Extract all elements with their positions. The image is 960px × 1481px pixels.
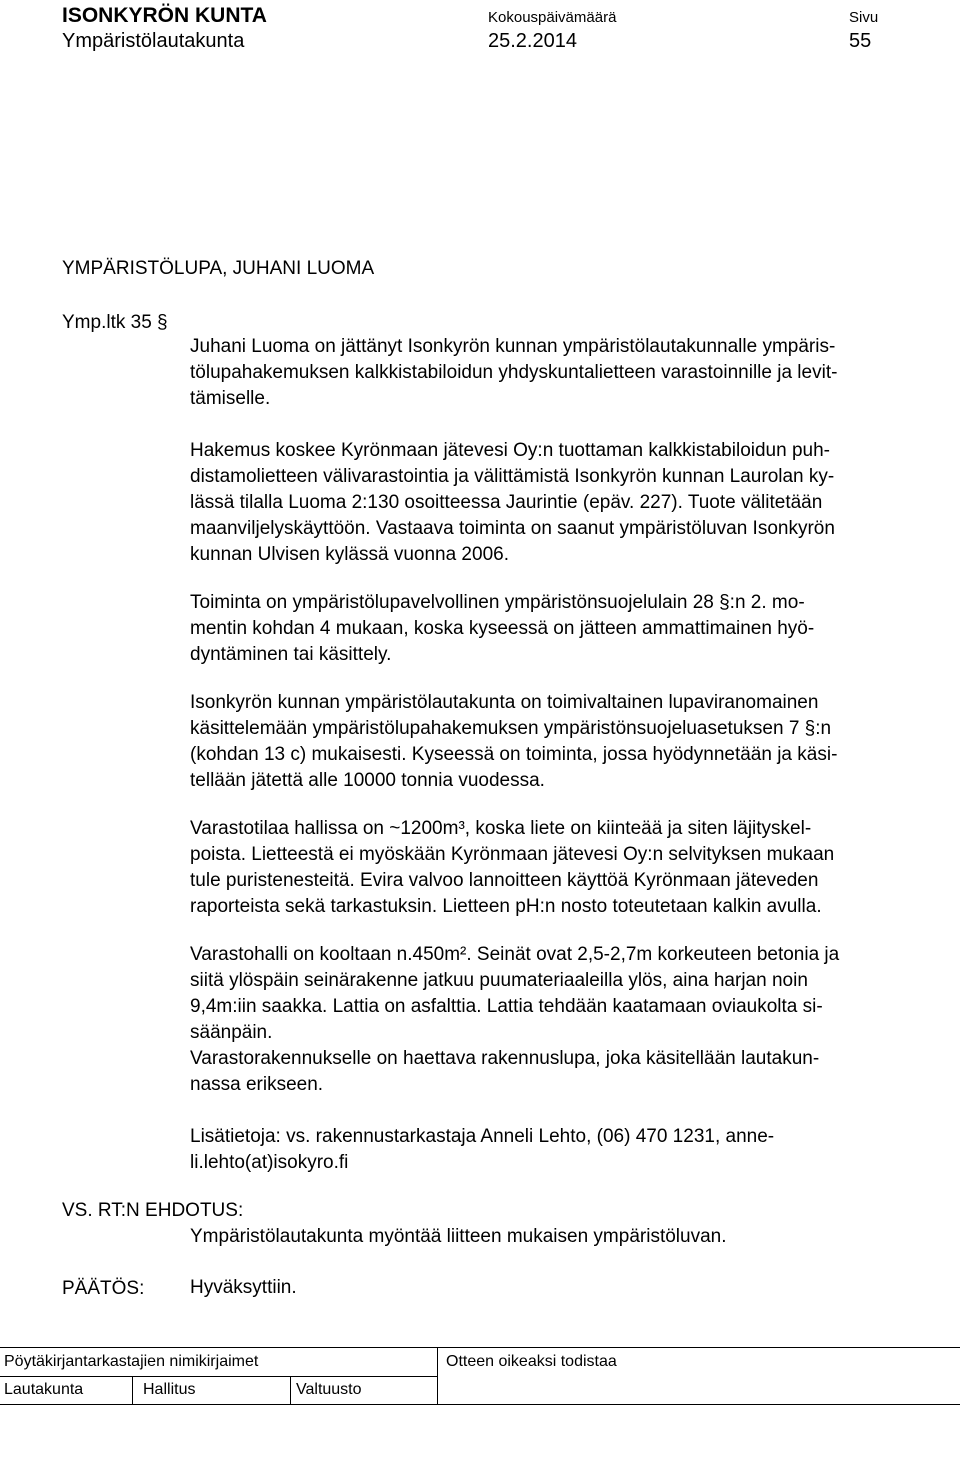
paragraph-description: Hakemus koskee Kyrönmaan jätevesi Oy:n tuottaman kalkkistabiloidun puh- distamolietteen välivarastointia ja välittämistä Isonkyrön kunnan Laurolan ky- lässä tilalla Luoma 2:130 osoitteessa Jaurintie (epäv. 227). Tuote välitetään maanviljelyskäyttöön. Vastaava toiminta on saanut ympäristöluvan Isonkyrön kunnan Ulvisen kylässä vuonna 2006.: [190, 440, 835, 565]
table-divider: [437, 1348, 438, 1404]
body-council: Valtuusto: [296, 1381, 362, 1398]
organization-name: ISONKYRÖN KUNTA: [62, 4, 267, 27]
section-reference: Ymp.ltk 35 §: [62, 312, 168, 333]
proposal-label: VS. RT:N EHDOTUS:: [62, 1200, 244, 1221]
paragraph-storage-space: Varastotilaa hallissa on ~1200m³, koska liete on kiinteää ja siten läjityskel- poista. Lietteestä ei myöskään Kyrönmaan jätevesi Oy:n selvityksen mukaan tule puristenesteitä. Evira valvoo lannoitteen käyttöä Kyrönmaan jäteveden raporteista sekä tarkastuksin. Lietteen pH:n nosto toteutetaan kalkin avulla.: [190, 818, 835, 917]
department-name: Ympäristölautakunta: [62, 30, 245, 52]
table-divider: [0, 1376, 437, 1377]
paragraph-contact-info: Lisätietoja: vs. rakennustarkastaja Anneli Lehto, (06) 470 1231, anne- li.lehto(at)isokyro.fi: [190, 1126, 775, 1173]
table-divider: [290, 1376, 291, 1404]
page-label: Sivu: [849, 9, 879, 26]
paragraph-storage-hall: Varastohalli on kooltaan n.450m². Seinät ovat 2,5-2,7m korkeuteen betonia ja siitä ylöspäin seinärakenne jatkuu puumateriaaleilla ylös, aina harjan noin 9,4m:iin saakka. Lattia on asfalttia. Lattia tehdään kaatamaan oviaukolta si- säänpäin. Varastorakennukselle on haettava rakennuslupa, joka käsitellään lautakun- nassa erikseen.: [190, 944, 840, 1095]
decision-text: Hyväksyttiin.: [190, 1277, 297, 1298]
proposal-text: Ympäristölautakunta myöntää liitteen mukaisen ympäristöluvan.: [190, 1226, 727, 1247]
document-title: YMPÄRISTÖLUPA, JUHANI LUOMA: [62, 258, 375, 279]
signature-table: [0, 1347, 960, 1405]
body-board: Lautakunta: [4, 1381, 84, 1398]
meeting-date-label: Kokouspäivämäärä: [488, 9, 617, 26]
body-executive: Hallitus: [143, 1381, 196, 1398]
table-divider: [132, 1376, 133, 1404]
page-number: 55: [849, 30, 872, 52]
paragraph-authority: Isonkyrön kunnan ympäristölautakunta on toimivaltainen lupaviranomainen käsittelemään ympäristölupahakemuksen ympäristönsuojeluasetuksen 7 §:n (kohdan 13 c) mukaisesti. Kyseessä on toiminta, jossa hyödynnetään ja käsi- tellään jätettä alle 10000 tonnia vuodessa.: [190, 692, 838, 791]
initials-label: Pöytäkirjantarkastajien nimikirjaimet: [4, 1353, 259, 1370]
paragraph-permit-obligation: Toiminta on ympäristölupavelvollinen ympäristönsuojelulain 28 §:n 2. mo- mentin kohdan 4 mukaan, koska kyseessä on jätteen ammattimainen hyö- dyntäminen tai käsittely.: [190, 592, 815, 665]
decision-label: PÄÄTÖS:: [62, 1278, 145, 1299]
certified-copy-label: Otteen oikeaksi todistaa: [446, 1353, 617, 1370]
paragraph-application: Juhani Luoma on jättänyt Isonkyrön kunnan ympäristölautakunnalle ympäris- tölupahakemuksen kalkkistabiloidun yhdyskuntalietteen varastoinnille ja levit- tämiselle.: [190, 336, 838, 409]
meeting-date: 25.2.2014: [488, 30, 577, 52]
